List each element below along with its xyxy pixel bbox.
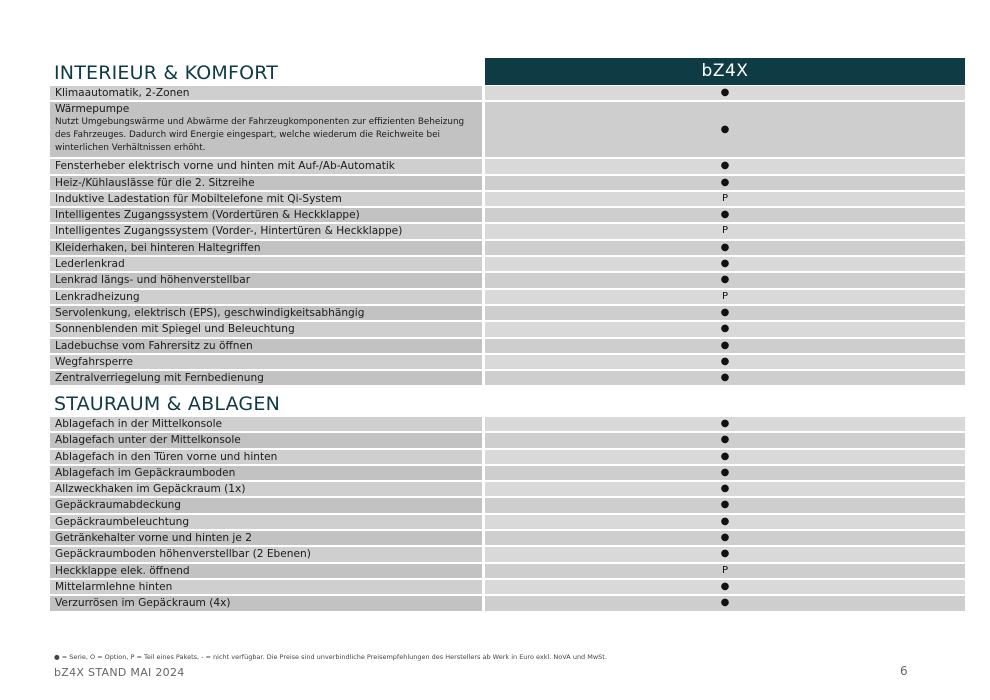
page-number: 6 bbox=[900, 664, 908, 678]
table-row bbox=[50, 466, 965, 480]
availability-value: ● bbox=[485, 433, 965, 447]
availability-value: ● bbox=[485, 322, 965, 336]
availability-value: P bbox=[485, 192, 965, 206]
feature-label: Lenkrad längs- und höhenverstellbar bbox=[50, 273, 482, 287]
footer-model-date: bZ4X STAND MAI 2024 bbox=[54, 666, 185, 679]
table-row bbox=[50, 531, 965, 545]
feature-label: Ladebuchse vom Fahrersitz zu öffnen bbox=[50, 339, 482, 353]
feature-label: Verzurrösen im Gepäckraum (4x) bbox=[50, 596, 482, 610]
feature-label: Zentralverriegelung mit Fernbedienung bbox=[50, 371, 482, 385]
feature-label: Ablagefach unter der Mittelkonsole bbox=[50, 433, 482, 447]
table-row bbox=[50, 102, 965, 157]
table-row bbox=[50, 257, 965, 271]
feature-label: Getränkehalter vorne und hinten je 2 bbox=[50, 531, 482, 545]
availability-value: P bbox=[485, 564, 965, 578]
feature-label: Intelligentes Zugangssystem (Vorder-, Hintertüren & Heckklappe) bbox=[50, 224, 482, 238]
availability-value: ● bbox=[485, 371, 965, 385]
table-row bbox=[50, 224, 965, 238]
section-title-stauraum: STAURAUM & ABLAGEN bbox=[54, 393, 280, 415]
availability-value: ● bbox=[485, 450, 965, 464]
availability-value: ● bbox=[485, 86, 965, 100]
table-row bbox=[50, 159, 965, 173]
feature-description: Nutzt Umgebungswärme und Abwärme der Fahrzeugkomponenten zur effizienten Beheizung des Fahrzeuges. Dadurch wird Energie eingespart, welche wiederum die Reichweite bei winterlichen Verhältnissen erhöht. bbox=[55, 117, 465, 154]
table-row bbox=[50, 564, 965, 578]
feature-label: Sonnenblenden mit Spiegel und Beleuchtung bbox=[50, 322, 482, 336]
legend-footnote: ● = Serie, O = Option, P = Teil eines Pakets, - = nicht verfügbar. Die Preise sind unverbindliche Preisempfehlungen des Herstellers ab Werk in Euro exkl. NoVA und MwSt. bbox=[54, 653, 607, 661]
table-row bbox=[50, 515, 965, 529]
feature-label: Kleiderhaken, bei hinteren Haltegriffen bbox=[50, 241, 482, 255]
availability-value: ● bbox=[485, 547, 965, 561]
feature-label: Heckklappe elek. öffnend bbox=[50, 564, 482, 578]
availability-value: ● bbox=[485, 498, 965, 512]
table-row bbox=[50, 208, 965, 222]
table-row bbox=[50, 176, 965, 190]
availability-value: ● bbox=[485, 580, 965, 594]
feature-label: Wegfahrsperre bbox=[50, 355, 482, 369]
feature-label: Ablagefach in der Mittelkonsole bbox=[50, 417, 482, 431]
feature-label: Fensterheber elektrisch vorne und hinten mit Auf-/Ab-Automatik bbox=[50, 159, 482, 173]
availability-value: ● bbox=[485, 482, 965, 496]
table-row bbox=[50, 547, 965, 561]
availability-value: ● bbox=[485, 159, 965, 173]
table-row bbox=[50, 498, 965, 512]
availability-value: ● bbox=[485, 466, 965, 480]
table-row bbox=[50, 339, 965, 353]
availability-value: P bbox=[485, 290, 965, 304]
availability-value: ● bbox=[485, 417, 965, 431]
availability-value: ● bbox=[485, 102, 965, 157]
availability-value: ● bbox=[485, 273, 965, 287]
feature-label: Ablagefach in den Türen vorne und hinten bbox=[50, 450, 482, 464]
availability-value: ● bbox=[485, 306, 965, 320]
availability-value: ● bbox=[485, 208, 965, 222]
availability-value: ● bbox=[485, 515, 965, 529]
feature-label: Gepäckraumbeleuchtung bbox=[50, 515, 482, 529]
section-title-interieur: INTERIEUR & KOMFORT bbox=[54, 62, 279, 84]
table-row bbox=[50, 355, 965, 369]
feature-label: Gepäckraumboden höhenverstellbar (2 Ebenen) bbox=[50, 547, 482, 561]
feature-label: Klimaautomatik, 2-Zonen bbox=[50, 86, 482, 100]
availability-value: P bbox=[485, 224, 965, 238]
table-row bbox=[50, 306, 965, 320]
interieur-table bbox=[50, 86, 965, 387]
feature-label: Heiz-/Kühlauslässe für die 2. Sitzreihe bbox=[50, 176, 482, 190]
feature-name: Wärmepumpe bbox=[55, 103, 130, 116]
availability-value: ● bbox=[485, 241, 965, 255]
availability-value: ● bbox=[485, 596, 965, 610]
feature-label bbox=[50, 102, 482, 157]
table-row bbox=[50, 450, 965, 464]
feature-label: Allzweckhaken im Gepäckraum (1x) bbox=[50, 482, 482, 496]
availability-value: ● bbox=[485, 339, 965, 353]
table-row bbox=[50, 290, 965, 304]
table-row bbox=[50, 482, 965, 496]
table-row bbox=[50, 192, 965, 206]
availability-value: ● bbox=[485, 355, 965, 369]
feature-label: Gepäckraumabdeckung bbox=[50, 498, 482, 512]
table-row bbox=[50, 580, 965, 594]
table-row bbox=[50, 371, 965, 385]
feature-label: Lenkradheizung bbox=[50, 290, 482, 304]
table-row bbox=[50, 322, 965, 336]
stauraum-table bbox=[50, 417, 965, 613]
table-row bbox=[50, 417, 965, 431]
feature-label: Mittelarmlehne hinten bbox=[50, 580, 482, 594]
table-row bbox=[50, 273, 965, 287]
availability-value: ● bbox=[485, 176, 965, 190]
table-row bbox=[50, 86, 965, 100]
feature-label: Ablagefach im Gepäckraumboden bbox=[50, 466, 482, 480]
table-row bbox=[50, 433, 965, 447]
feature-label: Induktive Ladestation für Mobiltelefone mit Qi-System bbox=[50, 192, 482, 206]
table-row bbox=[50, 241, 965, 255]
table-row bbox=[50, 596, 965, 610]
feature-label: Lederlenkrad bbox=[50, 257, 482, 271]
model-header: bZ4X bbox=[485, 58, 965, 85]
feature-label: Intelligentes Zugangssystem (Vordertüren & Heckklappe) bbox=[50, 208, 482, 222]
feature-label: Servolenkung, elektrisch (EPS), geschwindigkeitsabhängig bbox=[50, 306, 482, 320]
availability-value: ● bbox=[485, 257, 965, 271]
availability-value: ● bbox=[485, 531, 965, 545]
